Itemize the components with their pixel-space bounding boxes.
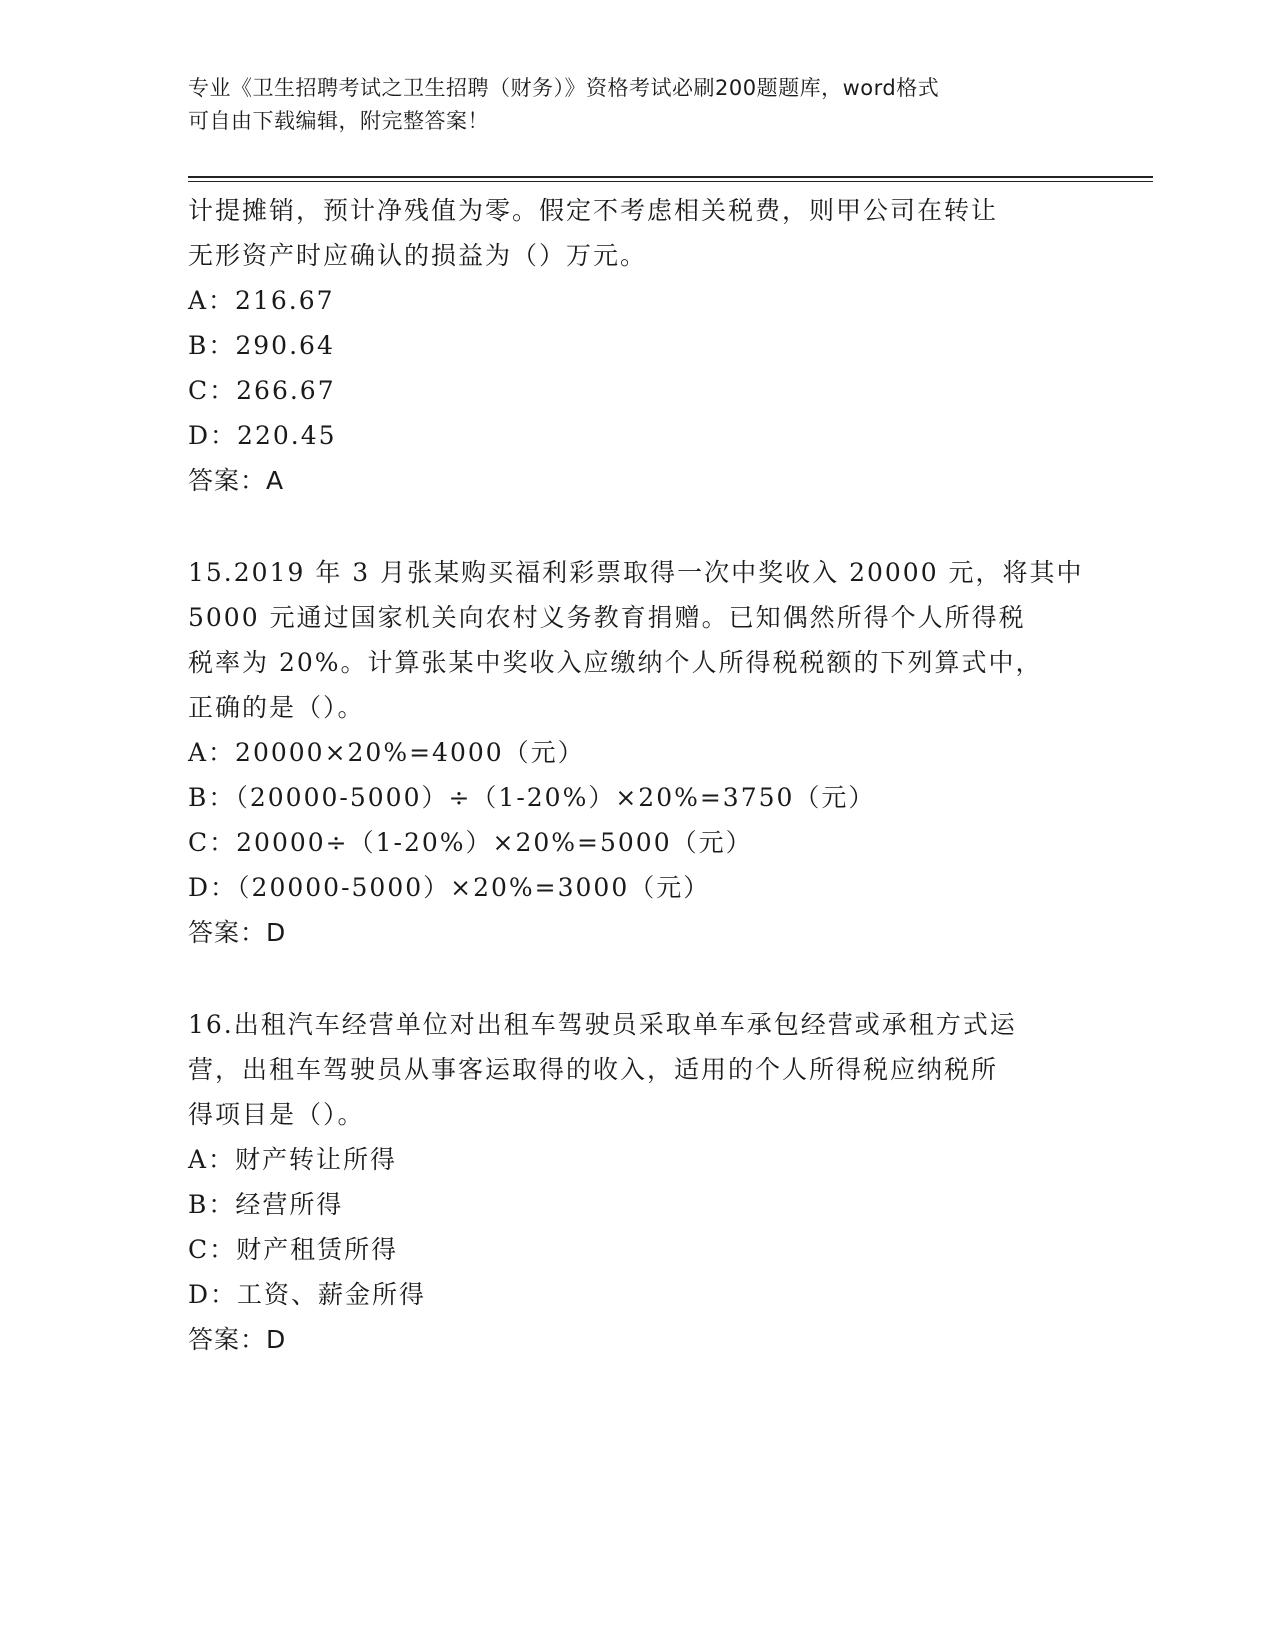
question-stem-line: 正确的是（）。: [188, 693, 365, 722]
option-a: A：20000×20%=4000（元）: [188, 738, 585, 767]
question-stem-line: 无形资产时应确认的损益为（）万元。: [188, 241, 648, 270]
option-d: D：工资、薪金所得: [188, 1280, 427, 1309]
answer-line: 答案：D: [188, 1325, 287, 1354]
option-d: D：（20000-5000）×20%=3000（元）: [188, 873, 711, 902]
question-stem-line: 15.2019 年 3 月张某购买福利彩票取得一次中奖收入 20000 元，将其中: [188, 558, 1084, 587]
option-b: B：经营所得: [188, 1190, 344, 1219]
option-a: A：财产转让所得: [188, 1145, 398, 1174]
header-title-line-1: 专业《卫生招聘考试之卫生招聘（财务）》资格考试必刷200题题库，word格式: [188, 76, 940, 100]
option-d: D：220.45: [188, 421, 337, 450]
question-stem-line: 营，出租车驾驶员从事客运取得的收入，适用的个人所得税应纳税所: [188, 1055, 999, 1084]
header-title-line-2: 可自由下载编辑，附完整答案！: [188, 109, 489, 133]
question-14: [188, 188, 1088, 503]
spacer: [188, 955, 1088, 1002]
question-stem-line: 得项目是（）。: [188, 1100, 365, 1129]
option-b: B：（20000-5000）÷（1-20%）×20%=3750（元）: [188, 783, 876, 812]
question-16: [188, 1002, 1088, 1362]
option-a: A：216.67: [188, 286, 335, 315]
question-stem-line: 计提摊销，预计净残值为零。假定不考虑相关税费，则甲公司在转让: [188, 196, 999, 225]
document-body: [188, 188, 1088, 1362]
header-divider: [188, 176, 1153, 182]
option-c: C：20000÷（1-20%）×20%=5000（元）: [188, 828, 753, 857]
spacer: [188, 503, 1088, 550]
page-header: [188, 72, 1068, 138]
question-15: [188, 550, 1088, 955]
answer-line: 答案：D: [188, 918, 287, 947]
answer-line: 答案：A: [188, 466, 285, 495]
question-stem-line: 税率为 20%。计算张某中奖收入应缴纳个人所得税税额的下列算式中，: [188, 648, 1043, 677]
option-c: C：财产租赁所得: [188, 1235, 399, 1264]
question-stem-line: 16.出租汽车经营单位对出租车驾驶员采取单车承包经营或承租方式运: [188, 1010, 1017, 1039]
question-stem-line: 5000 元通过国家机关向农村义务教育捐赠。已知偶然所得个人所得税: [188, 603, 1026, 632]
option-c: C：266.67: [188, 376, 336, 405]
option-b: B：290.64: [188, 331, 335, 360]
